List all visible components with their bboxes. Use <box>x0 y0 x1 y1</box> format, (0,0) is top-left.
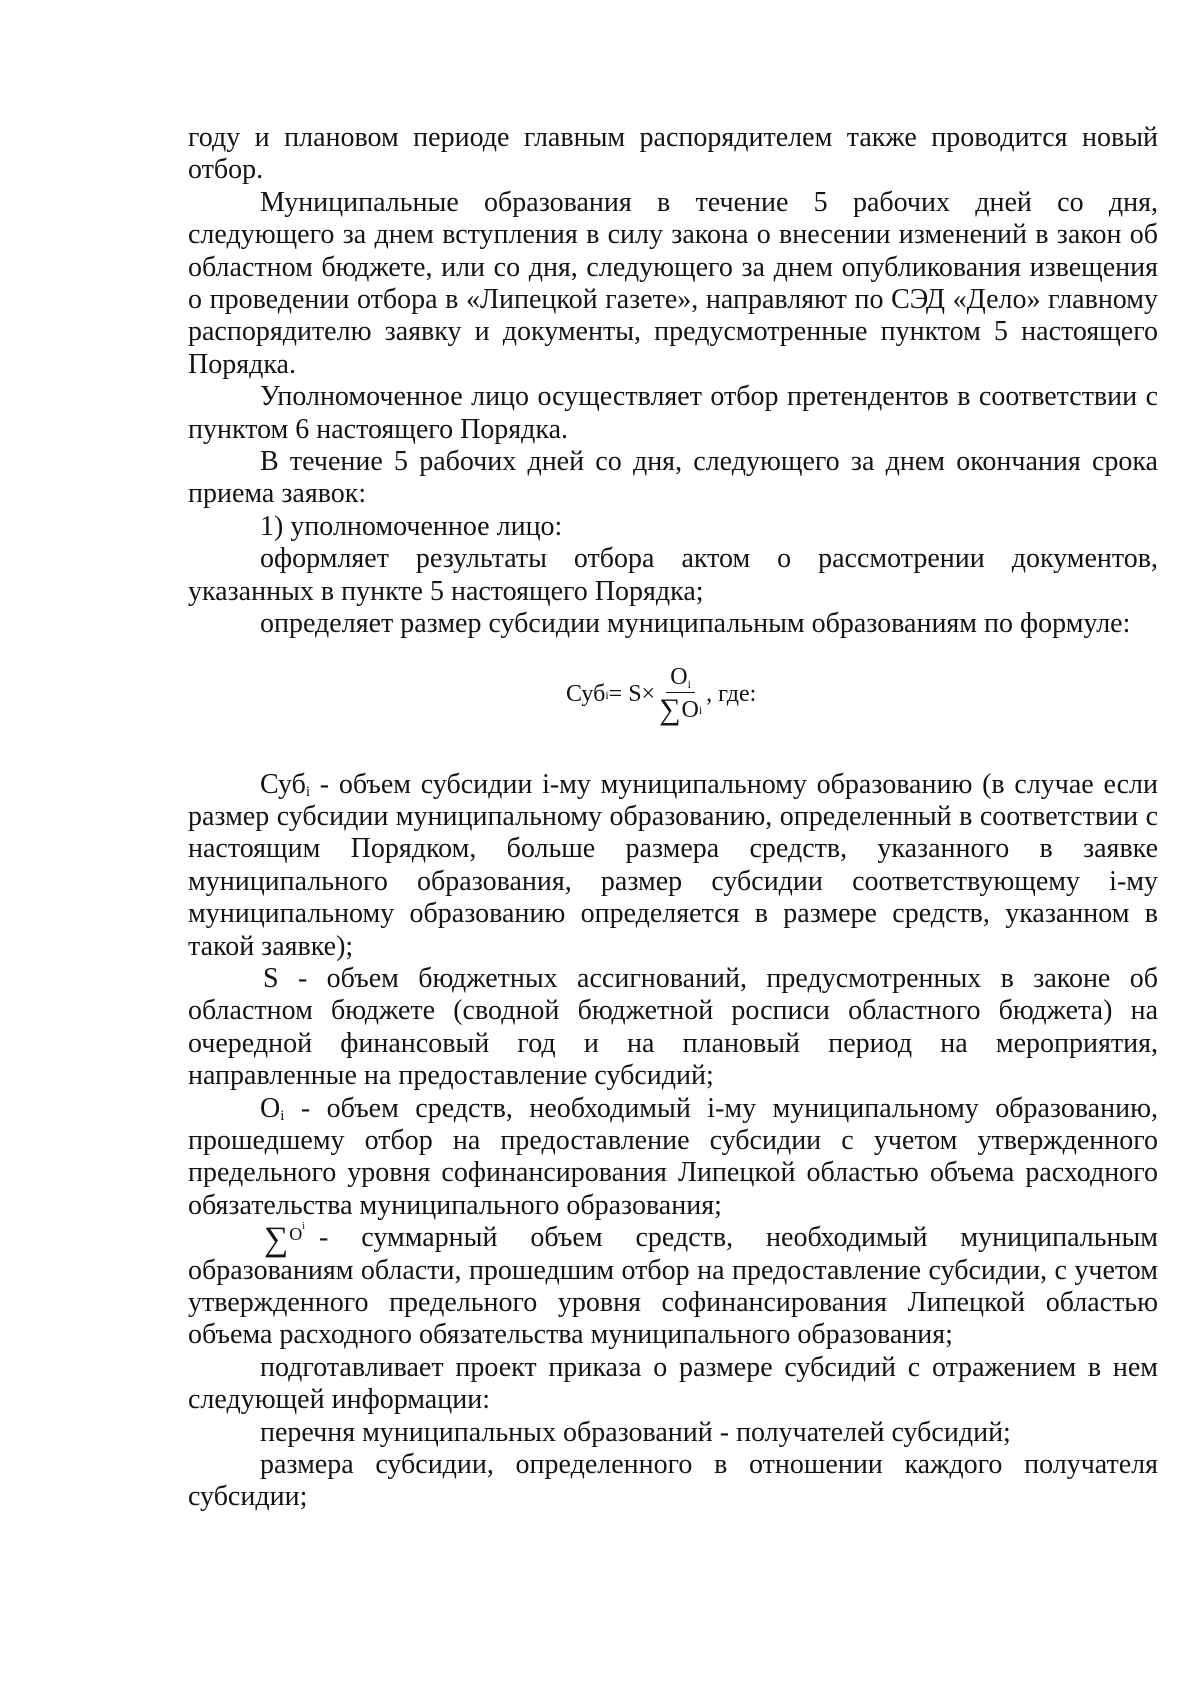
sigma-icon: ∑ <box>659 693 681 726</box>
paragraph: S - объем бюджетных ассигнований, предусмотренных в законе об областном бюджете (сводной бюджетной росписи областного бюджета) на очередной финансовый год и на плановый период на мероприятия, направленные на предоставление субсидий; <box>188 962 1158 1092</box>
paragraph: подготавливает проект приказа о размере субсидий с отражением в нем следующей информации: <box>188 1351 1158 1416</box>
paragraph: перечня муниципальных образований - получателей субсидий; <box>260 1416 1011 1448</box>
formula-lhs: Суб <box>566 681 606 708</box>
paragraph: определяет размер субсидии муниципальным образованиям по формуле: <box>260 608 1131 640</box>
formula-fraction <box>659 664 702 725</box>
document-page <box>188 122 1158 1514</box>
formula-denominator: ∑ O i <box>659 693 703 726</box>
formula-tail: , где: <box>706 681 757 708</box>
formula-equals: = S× <box>608 681 656 708</box>
paragraph: 1) уполномоченное лицо: <box>260 510 563 542</box>
sigma-icon: ∑ <box>264 1221 289 1259</box>
paragraph: В течение 5 рабочих дней со дня, следующего за днем окончания срока приема заявок: <box>188 446 1158 510</box>
subsidy-formula: Суб i = S× $O_i$ ∑ O i , где: <box>566 664 757 726</box>
paragraph: $O_i$ - объем средств, необходимый i-му муниципальному образованию, прошедшему отбор на предоставление субсидии с учетом утвержденного предельного уровня софинансирования Липецкой областью объема расходного обязательства муниципального образования; <box>188 1092 1158 1221</box>
paragraph: ∑ O i - суммарный объем средств, необходимый муниципальным образованиям области, прошедшим отбор на предоставление субсидии, с учетом утвержденного предельного уровня софинансирования Липецкой областью объема расходного обязательства муниципального образования; <box>188 1221 1158 1351</box>
sum-oi-term: ∑ O i <box>264 1221 306 1259</box>
formula-numerator: $O_i$ <box>666 664 695 693</box>
paragraph: Муниципальные образования в течение 5 рабочих дней со дня, следующего за днем вступления в силу закона о внесении изменений в закон об областном бюджете, или со дня, следующего за днем опубликования извещения о проведении отбора в «Липецкой газете», направляют по СЭД «Дело» главному распорядителю заявку и документы, предусмотренные пунктом 5 настоящего Порядка. <box>188 186 1158 380</box>
paragraph: Уполномоченное лицо осуществляет отбор претендентов в соответствии с пунктом 6 настоящего Порядка. <box>188 381 1158 445</box>
paragraph: размера субсидии, определенного в отношении каждого получателя субсидии; <box>188 1449 1158 1513</box>
paragraph: оформляет результаты отбора актом о рассмотрении документов, указанных в пункте 5 настоящего Порядка; <box>188 543 1158 607</box>
paragraph: году и плановом периоде главным распорядителем также проводится новый отбор. <box>188 122 1158 186</box>
paragraph: Суб$_i$ - объем субсидии i-му муниципальному образованию (в случае если размер субсидии муниципальному образованию, определенный в соответствии с настоящим Порядком, больше размера средств, указанного в заявке муниципального образования, размер субсидии соответствующему i-му муниципальному образованию определяется в размере средств, указанном в такой заявке); <box>188 768 1158 962</box>
